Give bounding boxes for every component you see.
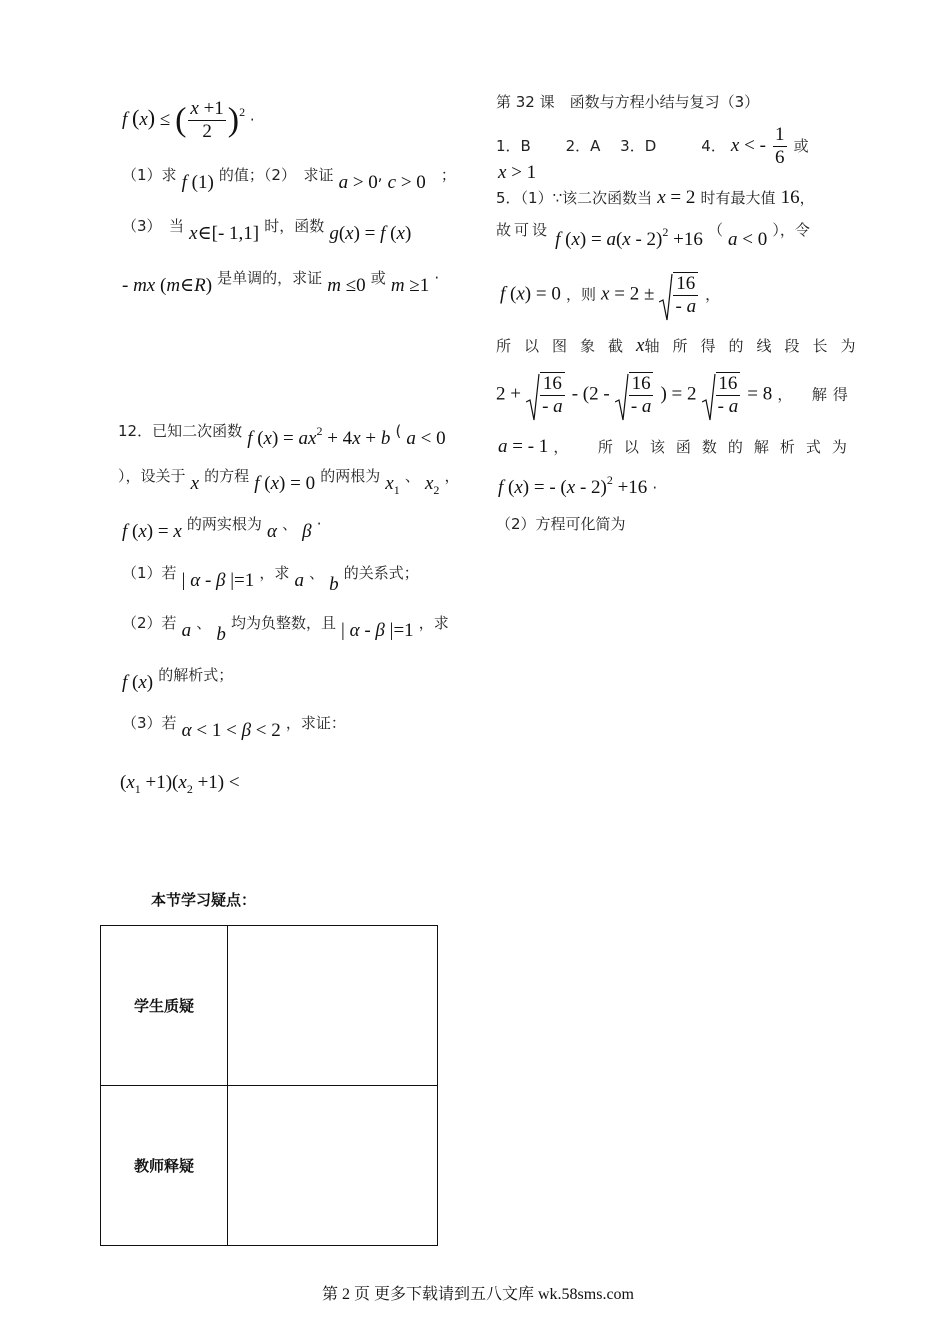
answers-1-4: 1．B 2．A 3．D 4． x < - $\frac{1}{6}$ 或 xyxy=(496,124,809,168)
answer-5-line-4: 所以图象截x轴所得的线段长为 xyxy=(496,335,869,356)
answer-5-line-2: 故可设 f (x) = a(x - 2)$^2$ +16 （ a < 0 ），令 xyxy=(496,221,810,250)
inequality-fx-le-square: f (x) ≤ ( $\frac{x +1}{2}$ )$^2$ · xyxy=(122,98,255,142)
problem-12-sub-2: （2）若 a 、 b 均为负整数，且 | α - β |=1 ，求 xyxy=(122,614,449,645)
problem-12-line-3: f (x) = x 的两实根为 α 、 β · xyxy=(122,515,322,542)
row-label-cell xyxy=(101,926,228,1086)
answer-5-line-1: 5．（1）∵该二次函数当 x = 2 时有最大值 16， xyxy=(496,187,815,208)
student-questions-label: 学生质疑 xyxy=(133,997,194,1015)
table-row xyxy=(101,926,438,1086)
problem-12-sub-2-cont: f (x) 的解析式； xyxy=(122,666,234,693)
answer-5-line-7: f (x) = - (x - 2)$^2$ +16 · xyxy=(498,473,658,498)
problem-12-sub-1: （1）若 | α - β |=1 ，求 a 、 b 的关系式； xyxy=(122,564,419,595)
table-row xyxy=(101,1086,438,1246)
row-label-cell xyxy=(101,1086,228,1246)
page-footer: 第 2 页 更多下载请到五八文库 wk.58sms.com xyxy=(322,1286,635,1303)
teacher-answers-content[interactable] xyxy=(228,1086,438,1246)
problem-12-line-2: ），设关于 x 的方程 f (x) = 0 的两根为 $x_1$ 、 $x_2$ ， xyxy=(118,467,460,497)
answer-4-cont: x > 1 xyxy=(498,162,537,183)
lesson-title: 第 32 课 函数与方程小结与复习（3） xyxy=(496,93,760,111)
question-line-3: （3） 当 x∈[- 1,1] 时，函数 g(x) = f (x) xyxy=(122,217,412,244)
question-line-4: - mx (m∈R) 是单调的，求证 m ≤0 或 m ≥1 · xyxy=(122,269,440,296)
teacher-answers-label: 教师释疑 xyxy=(133,1157,194,1175)
questions-heading: 本节学习疑点： xyxy=(151,891,257,909)
problem-12-line-1: 12．已知二次函数 f $(x) = ax^2 + 4x + b$ ( a < 0 xyxy=(118,422,446,449)
answer-5-line-5: 2 + $\frac{16}{- a}$ - (2 - $\frac{16}{- a}$ ) = 2 $\frac{16}{- a}$ = 8 ， 解得 xyxy=(496,372,854,418)
answer-5-line-6: a = - 1 ， 所以该函数的解析式为 xyxy=(498,436,858,457)
problem-12-sub-3: （3）若 α < 1 < β < 2 ，求证： xyxy=(122,714,346,741)
answer-5-line-3: f (x) = 0 ，则 x = 2 ± $\frac{16}{- a}$ ， xyxy=(500,272,720,318)
question-line-1-2: （1）求 f (1) 的值；（2） 求证 a > 0, c > 0 ； xyxy=(122,166,456,193)
student-questions-content[interactable] xyxy=(228,926,438,1086)
problem-12-sub-3-expression: $(x_1 +1)(x_2 +1)$ < xyxy=(120,772,240,796)
answer-5-part-2: （2）方程可化简为 xyxy=(496,515,626,533)
questions-table xyxy=(100,925,438,1246)
